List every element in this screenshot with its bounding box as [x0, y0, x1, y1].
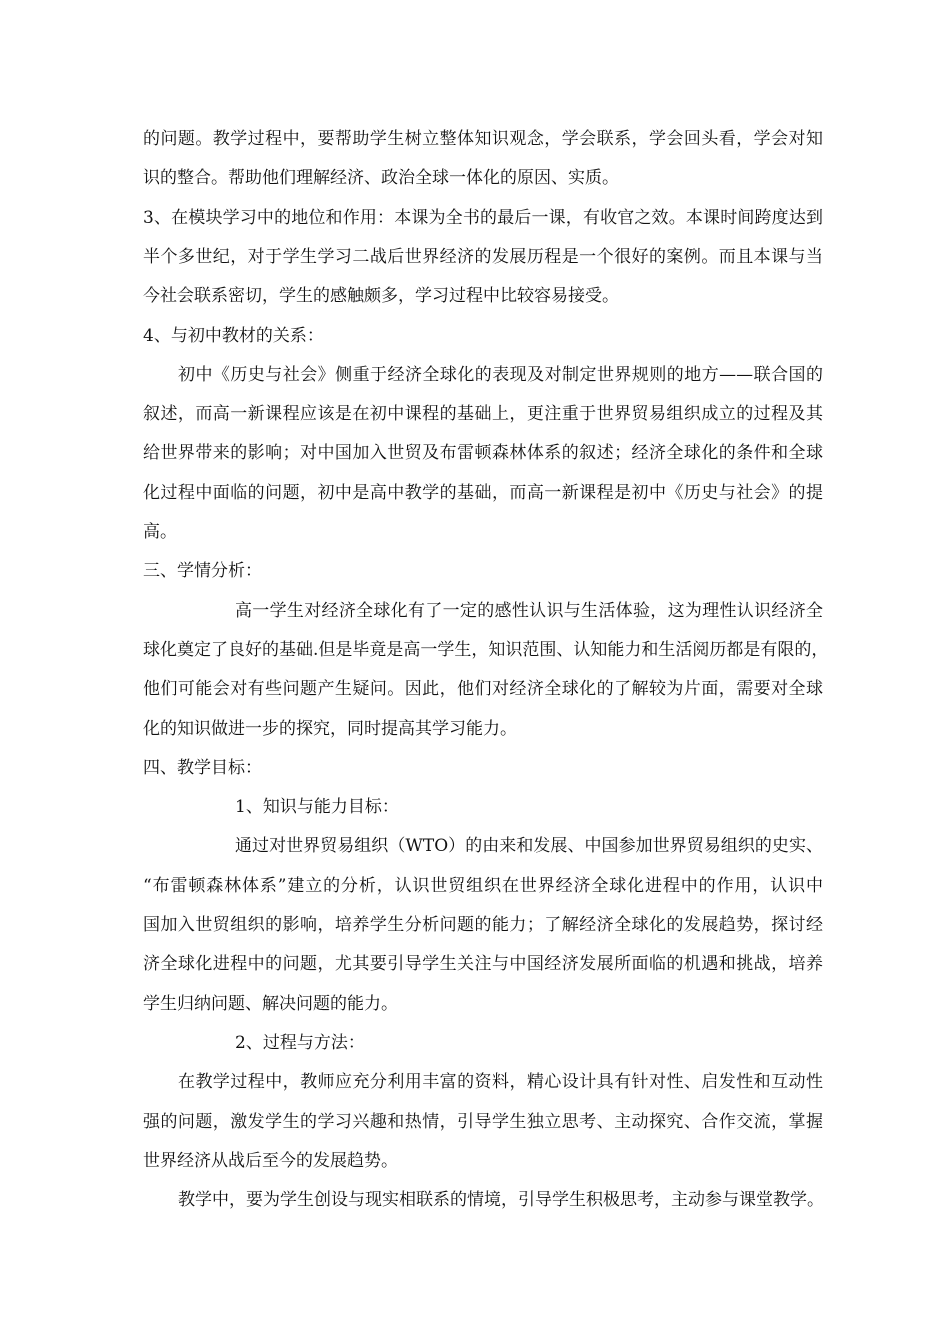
text-line: 叙述，而高一新课程应该是在初中课程的基础上，更注重于世界贸易组织成立的过程及其 [143, 404, 823, 425]
text-line: 球化奠定了良好的基础.但是毕竟是高一学生，知识范围、认知能力和生活阅历都是有限的， [143, 639, 829, 660]
text-line: 高。 [143, 522, 177, 542]
text-line: 教学中，要为学生创设与现实相联系的情境，引导学生积极思考，主动参与课堂教学。 [178, 1190, 824, 1211]
text-line: 1、知识与能力目标： [235, 797, 399, 818]
text-line: 通过对世界贸易组织（WTO）的由来和发展、中国参加世界贸易组织的史实、 [235, 836, 823, 857]
text-line: 学生归纳问题、解决问题的能力。 [143, 993, 398, 1014]
text-line: 初中《历史与社会》侧重于经济全球化的表现及对制定世界规则的地方——联合国的 [178, 364, 823, 385]
text-line: 今社会联系密切，学生的感触颇多，学习过程中比较容易接受。 [143, 286, 619, 307]
text-line: 三、学情分析： [143, 561, 262, 582]
text-line: 2、过程与方法： [235, 1032, 365, 1053]
text-line: 强的问题，激发学生的学习兴趣和热情，引导学生独立思考、主动探究、合作交流，掌握 [143, 1111, 823, 1132]
text-line: 世界经济从战后至今的发展趋势。 [143, 1150, 398, 1171]
text-line: “布雷顿森林体系”建立的分析，认识世贸组织在世界经济全球化进程中的作用，认识中 [143, 875, 823, 896]
text-line: 半个多世纪，对于学生学习二战后世界经济的发展历程是一个很好的案例。而且本课与当 [143, 246, 823, 267]
text-line: 四、教学目标： [143, 757, 262, 778]
text-line: 化的知识做进一步的探究，同时提高其学习能力。 [143, 718, 517, 739]
text-line: 高一学生对经济全球化有了一定的感性认识与生活体验，这为理性认识经济全 [235, 600, 823, 621]
text-line: 化过程中面临的问题，初中是高中教学的基础，而高一新课程是初中《历史与社会》的提 [143, 482, 823, 503]
text-line: 他们可能会对有些问题产生疑问。因此，他们对经济全球化的了解较为片面，需要对全球 [143, 679, 823, 700]
text-line: 3、在模块学习中的地位和作用：本课为全书的最后一课，有收官之效。本课时间跨度达到 [143, 207, 823, 228]
text-line: 济全球化进程中的问题，尤其要引导学生关注与中国经济发展所面临的机遇和挑战，培养 [143, 954, 823, 975]
text-line: 在教学过程中，教师应充分利用丰富的资料，精心设计具有针对性、启发性和互动性 [178, 1072, 823, 1093]
text-line: 4、与初中教材的关系： [143, 325, 324, 346]
text-line: 的问题。教学过程中，要帮助学生树立整体知识观念，学会联系，学会回头看，学会对知 [143, 129, 823, 149]
text-line: 国加入世贸组织的影响，培养学生分析问题的能力；了解经济全球化的发展趋势，探讨经 [143, 915, 823, 935]
text-line: 给世界带来的影响；对中国加入世贸及布雷顿森林体系的叙述；经济全球化的条件和全球 [143, 443, 823, 464]
text-line: 识的整合。帮助他们理解经济、政治全球一体化的原因、实质。 [143, 168, 619, 189]
